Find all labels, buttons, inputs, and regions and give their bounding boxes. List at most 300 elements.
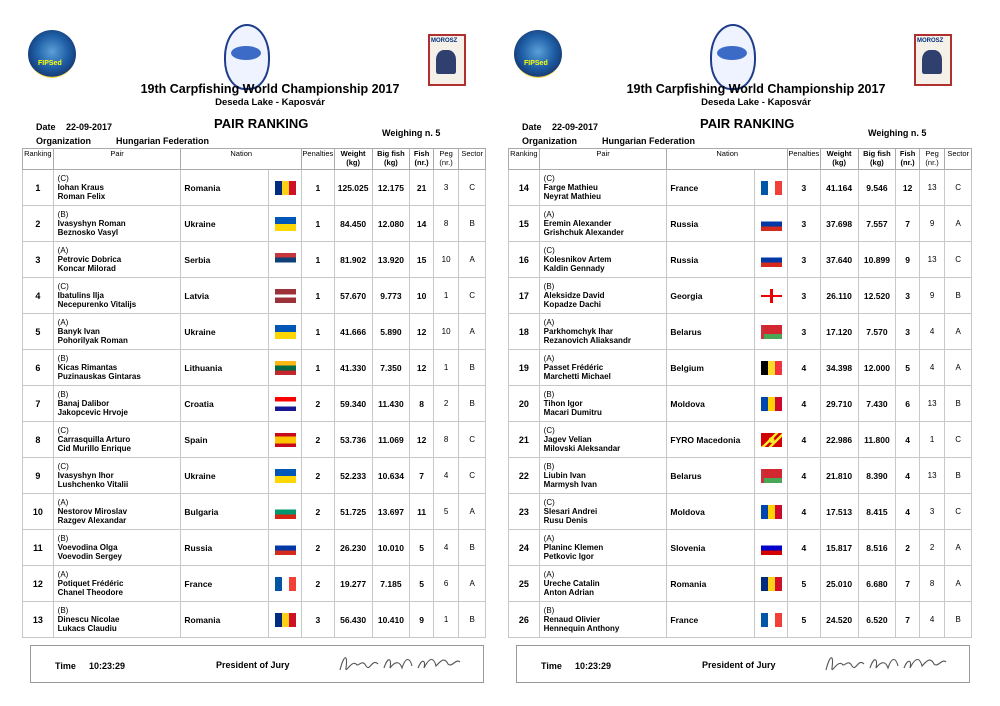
rank-cell: 3: [23, 242, 54, 278]
weight-cell: 41.330: [334, 350, 372, 386]
fish-cell: 21: [410, 170, 434, 206]
fish-cell: 4: [896, 422, 920, 458]
pair-cell: [539, 170, 667, 206]
table-row: [509, 566, 972, 602]
pair-member-2: Neyrat Mathieu: [543, 192, 602, 201]
date-value: 22-09-2017: [66, 122, 113, 132]
fish-cell: 11: [410, 494, 434, 530]
sector-cell: A: [945, 566, 972, 602]
flag-cell: [755, 314, 788, 350]
pair-member-1: Tihon Igor: [543, 399, 583, 408]
nation-cell: Croatia: [181, 386, 269, 422]
pair-member-2: Chanel Theodore: [57, 588, 123, 597]
flag-cell: [755, 170, 788, 206]
pair-sector-letter: (C): [57, 282, 69, 291]
col-bigfish-header: Big fish (kg): [858, 149, 896, 170]
rank-cell: 14: [509, 170, 540, 206]
peg-cell: 5: [433, 494, 459, 530]
weight-cell: 17.513: [820, 494, 858, 530]
weight-cell: 41.666: [334, 314, 372, 350]
rank-cell: 7: [23, 386, 54, 422]
sector-cell: B: [459, 206, 486, 242]
sector-cell: A: [945, 530, 972, 566]
penalties-cell: 1: [302, 278, 335, 314]
logo-strip: [486, 22, 972, 84]
france-flag-icon: [761, 613, 782, 627]
flag-cell: [755, 422, 788, 458]
pair-cell: [53, 494, 181, 530]
nation-cell: Moldova: [667, 386, 755, 422]
bigfish-cell: 9.546: [858, 170, 896, 206]
nation-cell: Romania: [667, 566, 755, 602]
rank-cell: 12: [23, 566, 54, 602]
pair-member-1: Aleksidze David: [543, 291, 605, 300]
pair-sector-letter: (C): [543, 498, 555, 507]
rank-cell: 6: [23, 350, 54, 386]
pair-cell: [53, 278, 181, 314]
peg-cell: 13: [919, 242, 945, 278]
col-penalties-header: Penalties: [302, 149, 335, 170]
pair-cell: [53, 350, 181, 386]
peg-cell: 9: [919, 206, 945, 242]
pair-cell: [53, 458, 181, 494]
fish-cell: 10: [410, 278, 434, 314]
fish-cell: 4: [896, 494, 920, 530]
rank-cell: 24: [509, 530, 540, 566]
flag-cell: [269, 314, 302, 350]
flag-cell: [269, 458, 302, 494]
ranking-page-left: [0, 0, 486, 706]
sector-cell: A: [459, 494, 486, 530]
pair-sector-letter: (B): [543, 390, 555, 399]
flag-cell: [269, 386, 302, 422]
fish-cell: 8: [410, 386, 434, 422]
nation-cell: Romania: [181, 170, 269, 206]
pair-sector-letter: (C): [543, 246, 555, 255]
weighing-label: Weighing n. 5: [382, 128, 441, 138]
penalties-cell: 2: [302, 458, 335, 494]
penalties-cell: 4: [788, 530, 821, 566]
nation-cell: Russia: [667, 242, 755, 278]
ukraine-flag-icon: [275, 325, 296, 339]
weight-cell: 19.277: [334, 566, 372, 602]
fish-emblem-icon: [717, 46, 747, 60]
flag-cell: [755, 494, 788, 530]
weight-cell: 53.736: [334, 422, 372, 458]
peg-cell: 4: [919, 350, 945, 386]
fish-cell: 5: [896, 350, 920, 386]
peg-cell: 13: [919, 386, 945, 422]
fish-cell: 7: [896, 206, 920, 242]
pair-member-1: Planinc Klemen: [543, 543, 604, 552]
sector-cell: C: [459, 458, 486, 494]
col-fish-header: Fish (nr.): [410, 149, 434, 170]
nation-cell: Bulgaria: [181, 494, 269, 530]
pair-member-2: Lushchenko Vitalii: [57, 480, 129, 489]
peg-cell: 4: [919, 314, 945, 350]
signature-image: [822, 650, 952, 678]
spain-flag-icon: [275, 433, 296, 447]
weight-cell: 34.398: [820, 350, 858, 386]
weight-cell: 21.810: [820, 458, 858, 494]
flag-cell: [269, 206, 302, 242]
page-subtitle: Deseda Lake - Kaposvár: [701, 97, 811, 108]
bigfish-cell: 7.430: [858, 386, 896, 422]
pair-member-1: Petrovic Dobrica: [57, 255, 122, 264]
fish-cell: 3: [896, 278, 920, 314]
pair-member-1: Passet Frédéric: [543, 363, 604, 372]
championship-emblem-icon: [224, 24, 270, 90]
col-sector-header: Sector: [945, 149, 972, 170]
peg-cell: 2: [433, 386, 459, 422]
pair-cell: [539, 422, 667, 458]
col-weight-header: Weight (kg): [820, 149, 858, 170]
morosz-logo-icon: [428, 34, 466, 86]
weight-cell: 41.164: [820, 170, 858, 206]
rank-cell: 10: [23, 494, 54, 530]
peg-cell: 2: [919, 530, 945, 566]
pair-member-2: Milovski Aleksandar: [543, 444, 621, 453]
pair-member-2: Kaldin Gennady: [543, 264, 605, 273]
bigfish-cell: 12.520: [858, 278, 896, 314]
rank-cell: 25: [509, 566, 540, 602]
pair-member-1: Carrasquilla Arturo: [57, 435, 131, 444]
bigfish-cell: 11.069: [372, 422, 410, 458]
page-title: 19th Carpfishing World Championship 2017: [140, 82, 400, 96]
nation-cell: Latvia: [181, 278, 269, 314]
sector-cell: A: [945, 350, 972, 386]
col-peg-header: Peg (nr.): [433, 149, 459, 170]
penalties-cell: 3: [788, 170, 821, 206]
flag-cell: [755, 278, 788, 314]
russia-flag-icon: [275, 541, 296, 555]
weight-cell: 25.010: [820, 566, 858, 602]
table-row: [23, 350, 486, 386]
penalties-cell: 1: [302, 206, 335, 242]
pair-member-1: Jagev Velian: [543, 435, 592, 444]
russia-flag-icon: [761, 217, 782, 231]
logo-strip: [0, 22, 486, 84]
pair-member-2: Roman Felix: [57, 192, 106, 201]
pair-member-2: Anton Adrian: [543, 588, 595, 597]
weight-cell: 24.520: [820, 602, 858, 638]
pair-sector-letter: (A): [543, 318, 555, 327]
col-nation-header: Nation: [181, 149, 302, 170]
flag-cell: [755, 386, 788, 422]
morosz-crest-icon: [922, 50, 942, 74]
rank-cell: 17: [509, 278, 540, 314]
bigfish-cell: 7.350: [372, 350, 410, 386]
pair-cell: [53, 170, 181, 206]
fips-logo-icon: [514, 30, 562, 78]
pair-member-1: Potiquet Frédéric: [57, 579, 124, 588]
ranking-table: [508, 148, 972, 638]
fish-emblem-icon: [231, 46, 261, 60]
rank-cell: 2: [23, 206, 54, 242]
president-of-jury-label: President of Jury: [702, 660, 776, 670]
col-bigfish-header: Big fish (kg): [372, 149, 410, 170]
col-peg-header: Peg (nr.): [919, 149, 945, 170]
pair-sector-letter: (B): [57, 390, 69, 399]
rank-cell: 15: [509, 206, 540, 242]
sector-cell: A: [459, 242, 486, 278]
peg-cell: 6: [433, 566, 459, 602]
flag-cell: [269, 170, 302, 206]
serbia-flag-icon: [275, 253, 296, 267]
sector-cell: B: [459, 386, 486, 422]
pair-sector-letter: (B): [57, 210, 69, 219]
signature-image: [336, 650, 466, 678]
pair-member-1: Nestorov Miroslav: [57, 507, 128, 516]
pair-cell: [539, 494, 667, 530]
bigfish-cell: 7.570: [858, 314, 896, 350]
sector-cell: B: [459, 350, 486, 386]
weight-cell: 125.025: [334, 170, 372, 206]
penalties-cell: 1: [302, 242, 335, 278]
flag-cell: [269, 278, 302, 314]
peg-cell: 3: [919, 494, 945, 530]
slovenia-flag-icon: [761, 541, 782, 555]
bigfish-cell: 7.557: [858, 206, 896, 242]
pair-cell: [53, 314, 181, 350]
flag-cell: [755, 206, 788, 242]
table-row: [23, 566, 486, 602]
penalties-cell: 3: [788, 206, 821, 242]
morosz-logo-icon: [914, 34, 952, 86]
pair-sector-letter: (C): [57, 462, 69, 471]
bigfish-cell: 5.890: [372, 314, 410, 350]
pair-cell: [53, 242, 181, 278]
col-weight-header: Weight (kg): [334, 149, 372, 170]
pair-member-2: Pohorilyak Roman: [57, 336, 128, 345]
bigfish-cell: 8.516: [858, 530, 896, 566]
ranking-page-right: [486, 0, 972, 706]
flag-cell: [755, 530, 788, 566]
nation-cell: FYRO Macedonia: [667, 422, 755, 458]
penalties-cell: 3: [788, 242, 821, 278]
table-header-row: [509, 149, 972, 170]
rank-cell: 21: [509, 422, 540, 458]
penalties-cell: 1: [302, 350, 335, 386]
col-nation-header: Nation: [667, 149, 788, 170]
table-row: [509, 242, 972, 278]
pair-member-1: Ureche Catalin: [543, 579, 600, 588]
fish-cell: 12: [410, 350, 434, 386]
table-row: [509, 494, 972, 530]
weight-cell: 37.698: [820, 206, 858, 242]
fish-cell: 3: [896, 314, 920, 350]
penalties-cell: 4: [788, 386, 821, 422]
sector-cell: B: [945, 602, 972, 638]
nation-cell: France: [667, 170, 755, 206]
table-row: [23, 422, 486, 458]
table-row: [509, 530, 972, 566]
pair-member-1: Banyk Ivan: [57, 327, 100, 336]
weight-cell: 51.725: [334, 494, 372, 530]
table-row: [23, 458, 486, 494]
organization-value: Hungarian Federation: [116, 136, 210, 146]
bigfish-cell: 10.410: [372, 602, 410, 638]
pair-cell: [539, 566, 667, 602]
pair-member-2: Rezanovich Aliaksandr: [543, 336, 631, 345]
moldova-flag-icon: [761, 505, 782, 519]
rank-cell: 1: [23, 170, 54, 206]
sector-cell: C: [945, 170, 972, 206]
date-value: 22-09-2017: [552, 122, 599, 132]
nation-cell: Russia: [181, 530, 269, 566]
morosz-crest-icon: [436, 50, 456, 74]
flag-cell: [269, 494, 302, 530]
rank-cell: 22: [509, 458, 540, 494]
pair-member-2: Razgev Alexandar: [57, 516, 127, 525]
pair-cell: [539, 350, 667, 386]
pair-cell: [539, 602, 667, 638]
romania-flag-icon: [761, 577, 782, 591]
flag-cell: [269, 602, 302, 638]
date-label: Date: [522, 122, 542, 132]
pair-sector-letter: (A): [57, 318, 69, 327]
pair-sector-letter: (B): [57, 354, 69, 363]
pair-member-2: Marmysh Ivan: [543, 480, 598, 489]
table-row: [509, 206, 972, 242]
bigfish-cell: 6.680: [858, 566, 896, 602]
nation-cell: Slovenia: [667, 530, 755, 566]
fish-cell: 7: [896, 566, 920, 602]
fish-cell: 7: [896, 602, 920, 638]
moldova-flag-icon: [761, 397, 782, 411]
pair-member-1: Slesari Andrei: [543, 507, 598, 516]
table-row: [23, 206, 486, 242]
table-row: [23, 494, 486, 530]
nation-cell: Ukraine: [181, 206, 269, 242]
pair-sector-letter: (C): [57, 174, 69, 183]
pair-member-1: Ivasyshyn Ihor: [57, 471, 114, 480]
nation-cell: Serbia: [181, 242, 269, 278]
rank-cell: 19: [509, 350, 540, 386]
table-row: [509, 350, 972, 386]
col-ranking-header: Ranking: [23, 149, 54, 170]
peg-cell: 8: [433, 206, 459, 242]
peg-cell: 4: [433, 458, 459, 494]
pair-sector-letter: (A): [57, 570, 69, 579]
pair-sector-letter: (A): [543, 354, 555, 363]
pair-member-1: Parkhomchyk Ihar: [543, 327, 614, 336]
nation-cell: Belgium: [667, 350, 755, 386]
flag-cell: [269, 530, 302, 566]
pair-cell: [539, 206, 667, 242]
sector-cell: B: [945, 278, 972, 314]
sector-cell: C: [945, 422, 972, 458]
table-row: [509, 458, 972, 494]
table-row: [509, 314, 972, 350]
penalties-cell: 2: [302, 566, 335, 602]
pair-member-2: Koncar Milorad: [57, 264, 116, 273]
pair-cell: [539, 278, 667, 314]
sector-cell: A: [459, 314, 486, 350]
pair-member-2: Jakopcevic Hrvoje: [57, 408, 128, 417]
weight-cell: 52.233: [334, 458, 372, 494]
penalties-cell: 2: [302, 386, 335, 422]
flag-cell: [755, 242, 788, 278]
weight-cell: 56.430: [334, 602, 372, 638]
president-of-jury-label: President of Jury: [216, 660, 290, 670]
table-row: [509, 602, 972, 638]
championship-emblem-icon: [710, 24, 756, 90]
belgium-flag-icon: [761, 361, 782, 375]
bigfish-cell: 12.080: [372, 206, 410, 242]
time-label: Time: [55, 661, 76, 671]
pair-sector-letter: (A): [543, 570, 555, 579]
penalties-cell: 5: [788, 602, 821, 638]
signature-footer: [516, 645, 970, 683]
col-ranking-header: Ranking: [509, 149, 540, 170]
pair-sector-letter: (B): [57, 606, 69, 615]
pair-member-1: Kolesnikov Artem: [543, 255, 612, 264]
pair-member-2: Cid Murillo Enrique: [57, 444, 131, 453]
bigfish-cell: 10.634: [372, 458, 410, 494]
belarus-flag-icon: [761, 469, 782, 483]
fips-logo-text: FIPSed: [524, 60, 548, 67]
peg-cell: 1: [433, 350, 459, 386]
fish-cell: 12: [410, 314, 434, 350]
pair-sector-letter: (B): [543, 282, 555, 291]
rank-cell: 4: [23, 278, 54, 314]
pair-sector-letter: (C): [543, 174, 555, 183]
flag-cell: [755, 350, 788, 386]
bigfish-cell: 12.000: [858, 350, 896, 386]
weight-cell: 37.640: [820, 242, 858, 278]
croatia-flag-icon: [275, 397, 296, 411]
pair-sector-letter: (B): [543, 606, 555, 615]
pair-cell: [539, 458, 667, 494]
rank-cell: 26: [509, 602, 540, 638]
ukraine-flag-icon: [275, 217, 296, 231]
ranking-heading: PAIR RANKING: [214, 116, 309, 131]
penalties-cell: 4: [788, 458, 821, 494]
russia-flag-icon: [761, 253, 782, 267]
table-row: [509, 386, 972, 422]
bigfish-cell: 13.920: [372, 242, 410, 278]
table-row: [23, 314, 486, 350]
pair-cell: [539, 314, 667, 350]
peg-cell: 1: [919, 422, 945, 458]
flag-cell: [755, 458, 788, 494]
peg-cell: 1: [433, 278, 459, 314]
peg-cell: 1: [433, 602, 459, 638]
ukraine-flag-icon: [275, 469, 296, 483]
pair-member-1: Dinescu Nicolae: [57, 615, 120, 624]
nation-cell: Belarus: [667, 458, 755, 494]
peg-cell: 9: [919, 278, 945, 314]
weight-cell: 29.710: [820, 386, 858, 422]
sector-cell: B: [945, 458, 972, 494]
table-row: [23, 602, 486, 638]
flag-cell: [269, 242, 302, 278]
col-sector-header: Sector: [459, 149, 486, 170]
penalties-cell: 5: [788, 566, 821, 602]
latvia-flag-icon: [275, 289, 296, 303]
romania-flag-icon: [275, 181, 296, 195]
organization-value: Hungarian Federation: [602, 136, 696, 146]
peg-cell: 3: [433, 170, 459, 206]
pair-member-2: Kopadze Dachi: [543, 300, 601, 309]
france-flag-icon: [761, 181, 782, 195]
table-row: [23, 530, 486, 566]
table-row: [23, 386, 486, 422]
rank-cell: 11: [23, 530, 54, 566]
sector-cell: B: [459, 602, 486, 638]
fish-cell: 12: [896, 170, 920, 206]
